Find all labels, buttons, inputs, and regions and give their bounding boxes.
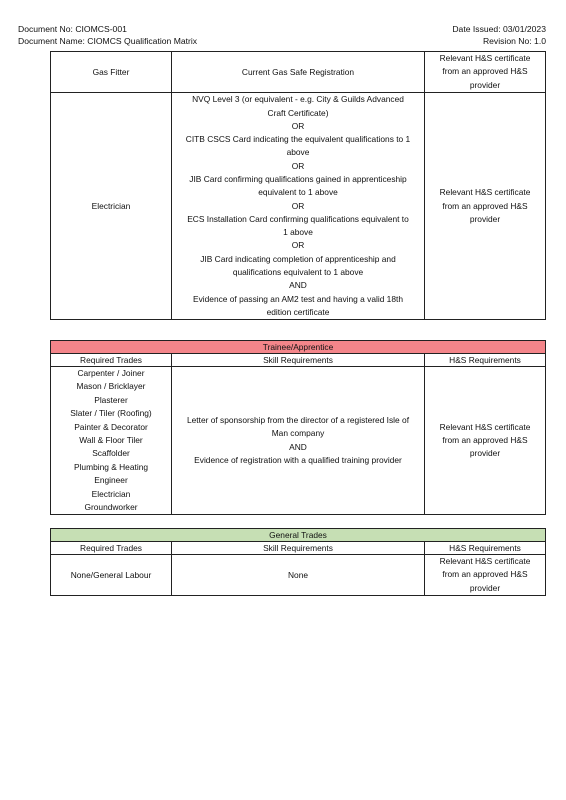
header-skill-requirements: Skill Requirements (172, 542, 425, 555)
header-required-trades: Required Trades (51, 542, 172, 555)
trade-item: Scaffolder (92, 448, 130, 459)
hs-line: Relevant H&S certificate (439, 556, 531, 566)
skill-line: CITB CSCS Card indicating the equivalent qualifications to 1 (185, 134, 411, 145)
hs-line: Relevant H&S certificate (439, 187, 531, 198)
hs-cell (425, 367, 546, 515)
hs-line: provider (469, 582, 501, 593)
skill-line: NVQ Level 3 (or equivalent - e.g. City & Guilds Advanced (192, 94, 404, 105)
skill-line: qualifications equivalent to 1 above (232, 267, 364, 278)
skill-line: Letter of sponsorship from the director of a registered Isle of (186, 414, 410, 425)
table-row (51, 52, 546, 93)
skill-line: JIB Card indicating completion of apprenticeship and (200, 253, 396, 264)
trade-item: Groundworker (84, 502, 138, 513)
document-name: Document Name: CIOMCS Qualification Matrix (18, 36, 198, 46)
table-row (51, 555, 546, 596)
header-hs-requirements: H&S Requirements (425, 542, 546, 555)
hs-cell (425, 93, 546, 320)
header-skill-requirements: Skill Requirements (172, 354, 425, 367)
skill-line: JIB Card confirming qualifications gained in apprenticeship (189, 174, 407, 184)
hs-line: Relevant H&S certificate (439, 421, 531, 432)
skill-line: OR (291, 120, 305, 131)
header-hs-requirements: H&S Requirements (425, 354, 546, 367)
revision-number: Revision No: 1.0 (482, 36, 546, 46)
hs-line: from an approved H&S (442, 66, 528, 77)
section-band (51, 341, 546, 354)
general-title: General Trades (51, 529, 546, 542)
hs-line: provider (469, 448, 501, 459)
trade-item: Slater / Tiler (Roofing) (70, 408, 152, 419)
skill-line: OR (291, 240, 305, 251)
trade-cell: Electrician (51, 93, 172, 320)
table-row (51, 93, 546, 320)
header-required-trades: Required Trades (51, 354, 172, 367)
trainee-title: Trainee/Apprentice (51, 341, 546, 354)
qualified-trades-table (50, 51, 546, 320)
hs-line: from an approved H&S (442, 435, 528, 446)
general-trades-table (50, 528, 546, 596)
hs-cell (425, 555, 546, 596)
hs-line: provider (469, 213, 501, 224)
skill-line: Evidence of passing an AM2 test and having a valid 18th (193, 293, 403, 304)
skill-line: equivalent to 1 above (258, 187, 338, 198)
hs-line: provider (469, 79, 501, 90)
skill-line: AND (289, 280, 307, 291)
trade-item: Electrician (91, 488, 131, 499)
skill-line: Current Gas Safe Registration (241, 66, 355, 77)
hs-line: from an approved H&S (442, 569, 528, 580)
skill-cell (172, 367, 425, 515)
trades-cell (51, 367, 172, 515)
hs-cell (425, 52, 546, 93)
trade-item: Carpenter / Joiner (77, 368, 145, 378)
skill-cell (172, 93, 425, 320)
skill-line: ECS Installation Card confirming qualifications equivalent to (187, 213, 409, 224)
trade-item: Engineer (94, 475, 128, 486)
skill-cell: None (172, 555, 425, 596)
skill-cell (172, 52, 425, 93)
trade-cell: None/General Labour (51, 555, 172, 596)
date-issued: Date Issued: 03/01/2023 (452, 24, 546, 34)
section-band (51, 529, 546, 542)
trade-item: Plasterer (94, 394, 128, 405)
trade-item: Mason / Bricklayer (76, 381, 146, 392)
skill-line: Man company (271, 428, 325, 439)
document-number: Document No: CIOMCS-001 (18, 24, 127, 34)
trainee-apprentice-table (50, 340, 546, 515)
skill-line: Evidence of registration with a qualified training provider (194, 455, 402, 466)
skill-line: OR (291, 160, 305, 171)
hs-line: Relevant H&S certificate (439, 53, 531, 63)
trade-item: Plumbing & Heating (73, 461, 149, 472)
skill-line: Craft Certificate) (267, 107, 329, 118)
table-row (51, 367, 546, 515)
skill-line: OR (291, 200, 305, 211)
trade-item: Wall & Floor Tiler (79, 435, 143, 446)
column-headers (51, 542, 546, 555)
skill-line: AND (289, 441, 307, 452)
trade-item: Painter & Decorator (74, 421, 148, 432)
trade-cell: Gas Fitter (51, 52, 172, 93)
skill-line: above (286, 147, 310, 158)
skill-line: 1 above (283, 227, 313, 238)
skill-line: edition certificate (266, 306, 330, 317)
column-headers (51, 354, 546, 367)
hs-line: from an approved H&S (442, 200, 528, 211)
